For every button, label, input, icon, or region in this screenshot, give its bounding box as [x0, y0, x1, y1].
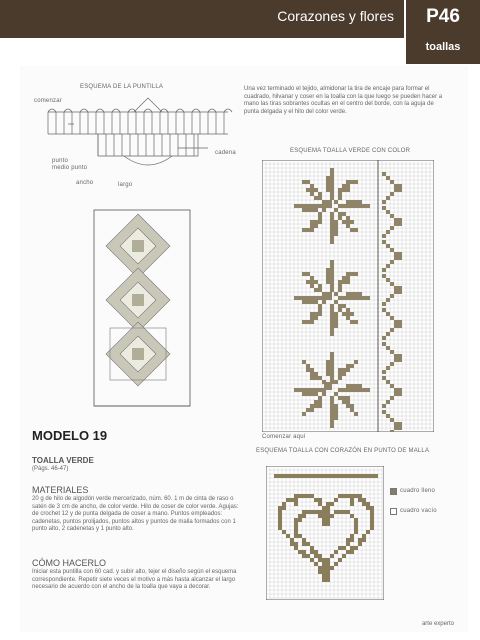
materials-title: MATERIALES [32, 485, 89, 495]
intro-text: Una vez terminado el tejido, almidonar la tira de encaje para formar el cuadrado, hilvanar y coser en la toalla con la que luego se pueden hacer a mano las tiras sobrantes ocultas en el centro del borde, con la aguja de punta delgada y el hilo del color verde. [244, 86, 443, 115]
materials-text: 20 g de hilo de algodón verde mercerizado, núm. 60. 1 m de cinta de raso o satén de 3 cm de ancho, de color verde. Hilo de coser de color verde. Agujas: de crochet 12 y de punta delgada de coser a mano. Puntos empleados: cadenetas, puntos prolijados, puntos altos y puntos de malla formados con 1 punto alto, 2 cadenetas y 1 punto alto. [32, 496, 239, 533]
section-title: Corazones y flores [277, 8, 394, 24]
edge-chart-caption: ESQUEMA DE LA PUNTILLA [80, 84, 164, 90]
pages-ref: (Págs. 46-47) [32, 466, 69, 472]
filet-chart [262, 160, 434, 432]
how-text: Iniciar esta puntilla con 60 cad. y subir alto, tejer el diseño según el esquema correspondiente. Repetir siete veces el motivo a más hasta alcanzar el largo necesario de acuerdo con el ancho de la toalla que vaya a decorar. [32, 569, 237, 591]
edge-label-stitch: punto [52, 158, 69, 164]
page-category: toallas [425, 41, 461, 53]
heart-chart [266, 466, 384, 600]
footer-brand: arte experto [421, 621, 454, 627]
filet-chart-start: Comenzar aquí [262, 434, 306, 440]
page-badge [404, 0, 480, 64]
edge-label-half: medio punto [52, 165, 88, 171]
legend-filled-label: cuadro lleno [400, 488, 436, 494]
model-title: MODELO 19 [32, 428, 108, 443]
towel-title: TOALLA VERDE [32, 456, 94, 465]
heart-chart-caption: ESQUEMA TOALLA CON CORAZÓN EN PUNTO DE MALLA [256, 448, 430, 454]
legend-empty-label: cuadro vacío [400, 508, 437, 514]
edge-label-width: ancho [76, 180, 94, 186]
edge-chart [38, 94, 238, 189]
edge-label-chain: cadena [215, 150, 236, 156]
legend-filled-swatch [390, 488, 397, 495]
page-number: P46 [426, 6, 460, 27]
edge-label-length: largo [118, 182, 133, 188]
how-title: CÓMO HACERLO [32, 558, 107, 568]
edge-label-start: comenzar [34, 98, 62, 104]
diamond-motif-chart [74, 200, 204, 420]
legend-empty-swatch [390, 508, 397, 515]
center-chart-caption: ESQUEMA TOALLA VERDE CON COLOR [290, 148, 411, 154]
